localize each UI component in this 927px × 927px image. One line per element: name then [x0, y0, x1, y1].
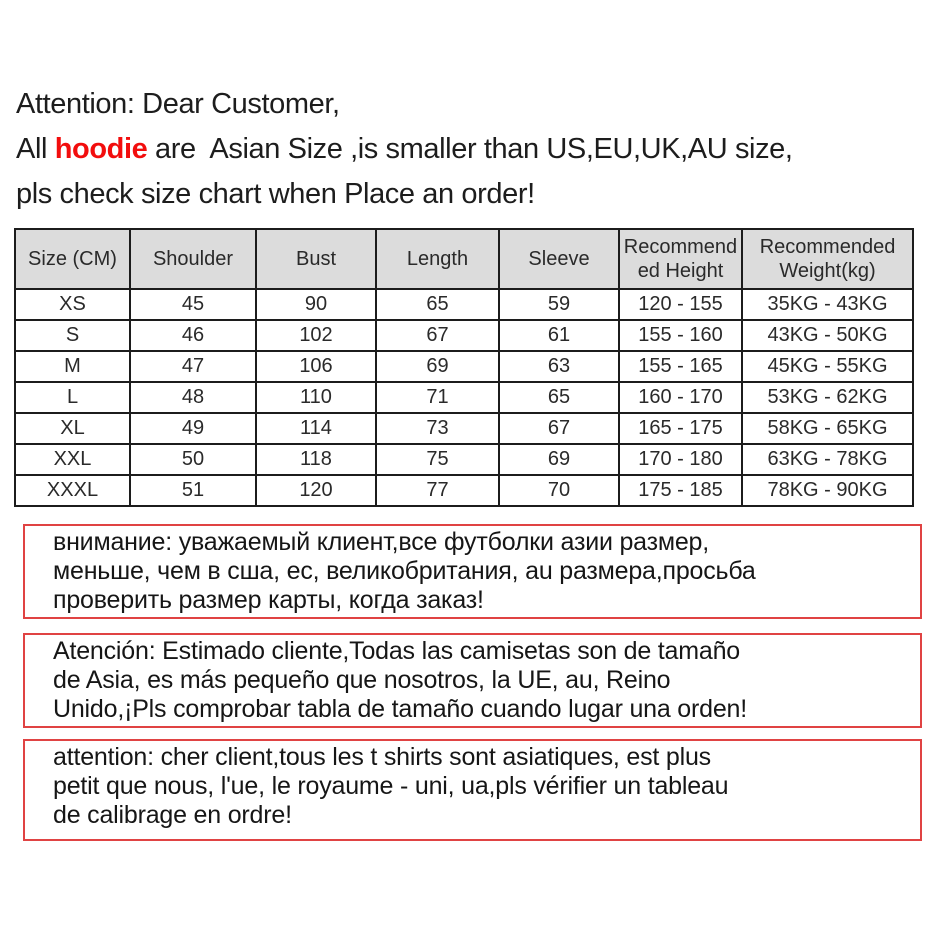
note-line: attention: cher client,tous les t shirts sont asiatiques, est plus: [53, 743, 711, 771]
header-line-2-prefix: All: [16, 133, 55, 165]
cell-length: 75: [376, 444, 499, 475]
cell-bust: 110: [256, 382, 376, 413]
column-header-size: [15, 229, 130, 289]
column-header-label: Shoulder: [152, 248, 234, 270]
cell-sleeve: 61: [499, 320, 619, 351]
cell-height: 120 - 155: [619, 289, 742, 320]
note-line: petit que nous, l'ue, le royaume - uni, ua,pls vérifier un tableau: [53, 772, 729, 800]
cell-weight: 53KG - 62KG: [742, 382, 913, 413]
cell-shoulder: 49: [130, 413, 256, 444]
cell-height: 155 - 160: [619, 320, 742, 351]
cell-bust: 114: [256, 413, 376, 444]
cell-bust: 120: [256, 475, 376, 506]
table-header-row: [15, 229, 913, 289]
column-header-bust: [256, 229, 376, 289]
cell-weight: 58KG - 65KG: [742, 413, 913, 444]
cell-shoulder: 50: [130, 444, 256, 475]
cell-bust: 106: [256, 351, 376, 382]
column-header-label: Bust: [295, 248, 337, 270]
header-line-3: pls check size chart when Place an order!: [16, 178, 535, 210]
header-line-2: [16, 127, 917, 172]
product-type-highlight: hoodie: [54, 133, 148, 165]
table-row-xxl: [15, 444, 913, 475]
cell-size: S: [15, 320, 130, 351]
cell-size: XS: [15, 289, 130, 320]
cell-shoulder: 51: [130, 475, 256, 506]
note-line: проверить размер карты, когда заказ!: [53, 586, 484, 614]
cell-weight: 45KG - 55KG: [742, 351, 913, 382]
header-line-2-suffix: are Asian Size ,is smaller than US,EU,UK,AU size,: [147, 133, 793, 165]
table-row-xs: [15, 289, 913, 320]
note-line: de Asia, es más pequeño que nosotros, la UE, au, Reino: [53, 666, 671, 694]
table-row-xl: [15, 413, 913, 444]
column-header-shoulder: [130, 229, 256, 289]
column-header-label: Sleeve: [528, 248, 590, 270]
cell-shoulder: 48: [130, 382, 256, 413]
cell-bust: 102: [256, 320, 376, 351]
column-header-label: Length: [406, 248, 469, 270]
note-line: меньше, чем в сша, ес, великобритания, au размера,просьба: [53, 557, 756, 585]
cell-height: 175 - 185: [619, 475, 742, 506]
note-line: de calibrage en ordre!: [53, 801, 292, 829]
cell-sleeve: 63: [499, 351, 619, 382]
cell-length: 73: [376, 413, 499, 444]
note-french: [23, 739, 922, 841]
cell-size: XL: [15, 413, 130, 444]
attention-header: [0, 0, 927, 217]
cell-sleeve: 65: [499, 382, 619, 413]
column-header-sleeve: [499, 229, 619, 289]
cell-height: 155 - 165: [619, 351, 742, 382]
note-line: Atención: Estimado cliente,Todas las camisetas son de tamaño: [53, 637, 740, 665]
cell-weight: 78KG - 90KG: [742, 475, 913, 506]
column-header-label: Recommended: [759, 236, 896, 258]
header-line-1: Attention: Dear Customer,: [16, 88, 340, 120]
cell-length: 71: [376, 382, 499, 413]
cell-sleeve: 59: [499, 289, 619, 320]
size-chart-table: [14, 228, 914, 507]
cell-length: 69: [376, 351, 499, 382]
cell-weight: 63KG - 78KG: [742, 444, 913, 475]
cell-shoulder: 46: [130, 320, 256, 351]
table-row-xxxl: [15, 475, 913, 506]
column-header-label: Weight(kg): [779, 260, 876, 282]
cell-length: 67: [376, 320, 499, 351]
note-line: Unido,¡Pls comprobar tabla de tamaño cuando lugar una orden!: [53, 695, 747, 723]
cell-size: XXL: [15, 444, 130, 475]
cell-height: 160 - 170: [619, 382, 742, 413]
cell-sleeve: 67: [499, 413, 619, 444]
note-russian: [23, 524, 922, 619]
table-row-l: [15, 382, 913, 413]
cell-bust: 90: [256, 289, 376, 320]
column-header-label: ed Height: [637, 260, 724, 282]
column-header-length: [376, 229, 499, 289]
cell-size: XXXL: [15, 475, 130, 506]
column-header-recommended-height: [619, 229, 742, 289]
table-row-s: [15, 320, 913, 351]
cell-size: L: [15, 382, 130, 413]
cell-sleeve: 69: [499, 444, 619, 475]
note-spanish: [23, 633, 922, 728]
note-line: внимание: уважаемый клиент,все футболки азии размер,: [53, 528, 710, 556]
cell-bust: 118: [256, 444, 376, 475]
cell-weight: 35KG - 43KG: [742, 289, 913, 320]
column-header-recommended-weight: [742, 229, 913, 289]
cell-length: 65: [376, 289, 499, 320]
column-header-label: Size (CM): [28, 248, 117, 270]
cell-size: M: [15, 351, 130, 382]
table-row-m: [15, 351, 913, 382]
column-header-label: Recommend: [623, 236, 738, 258]
cell-height: 165 - 175: [619, 413, 742, 444]
cell-shoulder: 47: [130, 351, 256, 382]
cell-shoulder: 45: [130, 289, 256, 320]
cell-sleeve: 70: [499, 475, 619, 506]
cell-length: 77: [376, 475, 499, 506]
cell-weight: 43KG - 50KG: [742, 320, 913, 351]
cell-height: 170 - 180: [619, 444, 742, 475]
